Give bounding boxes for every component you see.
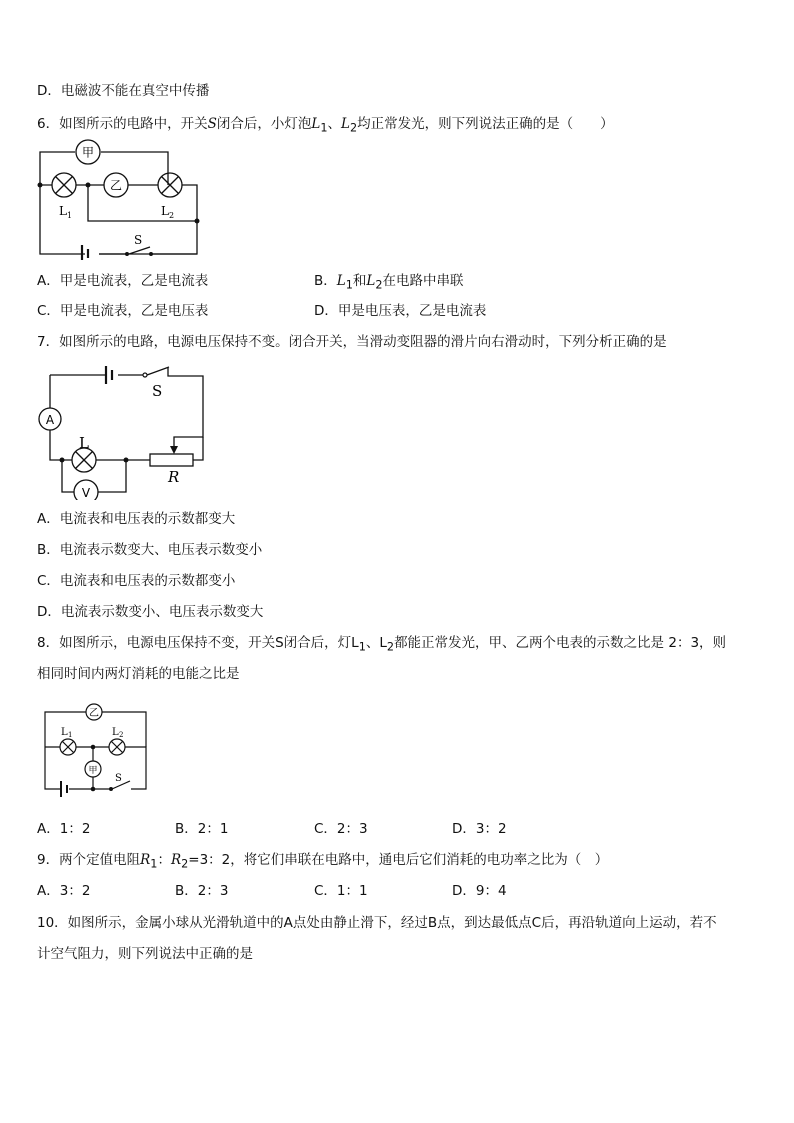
q7-fig-ammeter-label: A	[45, 413, 55, 427]
q9-option-c: C．1：1	[314, 883, 368, 899]
q6-fig-switch-label: S	[134, 233, 143, 247]
q7-fig-rheostat-label: R	[168, 468, 180, 486]
q7-option-a: A．电流表和电压表的示数都变大	[37, 511, 236, 527]
q8-fig-meter-jia: 甲	[88, 766, 98, 776]
q9-stem-b: =3：2，将它们串联在电路中，通电后它们消耗的电功率之比为（ ）	[188, 852, 609, 868]
q8-stem-a: 8．如图所示，电源电压保持不变，开关S闭合后，灯L	[37, 635, 359, 651]
q6-circuit-figure	[30, 138, 210, 260]
q6-l2-sub: 2	[349, 121, 358, 135]
q9-colon: ：	[157, 852, 171, 868]
q6-sep: 、	[327, 116, 341, 132]
q6-stem-b: 闭合后，小灯泡	[216, 116, 312, 132]
q8-stem-line2: 相同时间内两灯消耗的电能之比是	[37, 666, 240, 682]
q8-option-d: D．3：2	[452, 821, 507, 837]
q5-option-d: D．电磁波不能在真空中传播	[37, 83, 210, 99]
q8-fig-lamp2-sub: 2	[119, 731, 124, 739]
q6-l1: L	[311, 116, 321, 132]
q6-fig-lamp2-sub: 2	[169, 211, 175, 220]
q8-sep: 、L	[365, 635, 387, 651]
q6-option-b-suffix: 在电路中串联	[382, 273, 464, 289]
q8-fig-lamp1-label: L	[61, 727, 68, 738]
q6-option-b-l1-sub: 1	[345, 278, 353, 292]
q6-switch-symbol: S	[207, 116, 217, 132]
q8-l2-sub: 2	[386, 640, 395, 654]
q9-stem	[37, 851, 608, 874]
q8-option-c: C．2：3	[314, 821, 368, 837]
q9-r1: R	[140, 852, 151, 868]
q9-stem-a: 9．两个定值电阻	[37, 852, 141, 868]
q6-option-c: C．甲是电流表，乙是电压表	[37, 303, 209, 319]
q6-option-b-prefix: B．	[314, 273, 337, 289]
q6-fig-lamp1-label: L	[59, 204, 67, 218]
q8-fig-lamp1-sub: 1	[68, 731, 73, 739]
q9-r2: R	[170, 852, 182, 868]
q8-option-a: A．1：2	[37, 821, 91, 837]
q7-fig-switch-label: S	[152, 382, 163, 400]
q8-option-b: B．2：1	[175, 821, 229, 837]
q6-fig-lamp1-sub: 1	[67, 211, 73, 220]
q8-l1-sub: 1	[358, 640, 366, 654]
q9-option-b: B．2：3	[175, 883, 229, 899]
q8-circuit-figure	[35, 701, 153, 806]
q9-r1-sub: 1	[150, 857, 158, 871]
q8-stem-line1	[37, 634, 726, 657]
q8-fig-switch-label: S	[115, 773, 122, 784]
q6-option-b	[314, 272, 464, 295]
q7-stem: 7．如图所示的电路，电源电压保持不变。闭合开关，当滑动变阻器的滑片向右滑动时，下列分析正确的是	[37, 334, 667, 350]
q7-circuit-figure	[36, 366, 211, 500]
q6-stem-c: 均正常发光，则下列说法正确的是（ ）	[357, 116, 614, 132]
q9-r2-sub: 2	[181, 857, 189, 871]
q6-stem	[37, 115, 614, 138]
q7-option-d: D．电流表示数变小、电压表示数变大	[37, 604, 264, 620]
q8-fig-lamp2-label: L	[112, 727, 119, 738]
q6-stem-a: 6．如图所示的电路中，开关	[37, 116, 208, 132]
q7-option-b: B．电流表示数变大、电压表示数变小	[37, 542, 263, 558]
q6-option-a: A．甲是电流表，乙是电流表	[37, 273, 209, 289]
q7-fig-lamp-label: L	[79, 434, 89, 452]
q6-fig-meter-jia: 甲	[81, 145, 95, 160]
q10-stem-line2: 计空气阻力，则下列说法中正确的是	[37, 946, 253, 962]
q6-option-b-l2-sub: 2	[375, 278, 383, 292]
q6-option-b-l2: L	[366, 273, 376, 289]
q6-option-b-and: 和	[352, 273, 367, 289]
q7-option-c: C．电流表和电压表的示数都变小	[37, 573, 236, 589]
q6-l1-sub: 1	[320, 121, 328, 135]
q7-fig-voltmeter-label: V	[81, 486, 91, 500]
q10-stem-line1: 10．如图所示，金属小球从光滑轨道中的A点处由静止滑下，经过B点，到达最低点C后，再沿轨道向上运动，若不	[37, 915, 717, 931]
q6-fig-meter-yi: 乙	[109, 178, 123, 193]
q6-l2: L	[340, 116, 350, 132]
q6-fig-lamp2-label: L	[161, 204, 169, 218]
q8-fig-meter-yi: 乙	[89, 708, 99, 719]
q6-option-d: D．甲是电压表，乙是电流表	[314, 303, 487, 319]
q9-option-a: A．3：2	[37, 883, 91, 899]
q8-stem-b: 都能正常发光，甲、乙两个电表的示数之比是 2：3，则	[394, 635, 727, 651]
q6-option-b-l1: L	[336, 273, 346, 289]
q9-option-d: D．9：4	[452, 883, 507, 899]
